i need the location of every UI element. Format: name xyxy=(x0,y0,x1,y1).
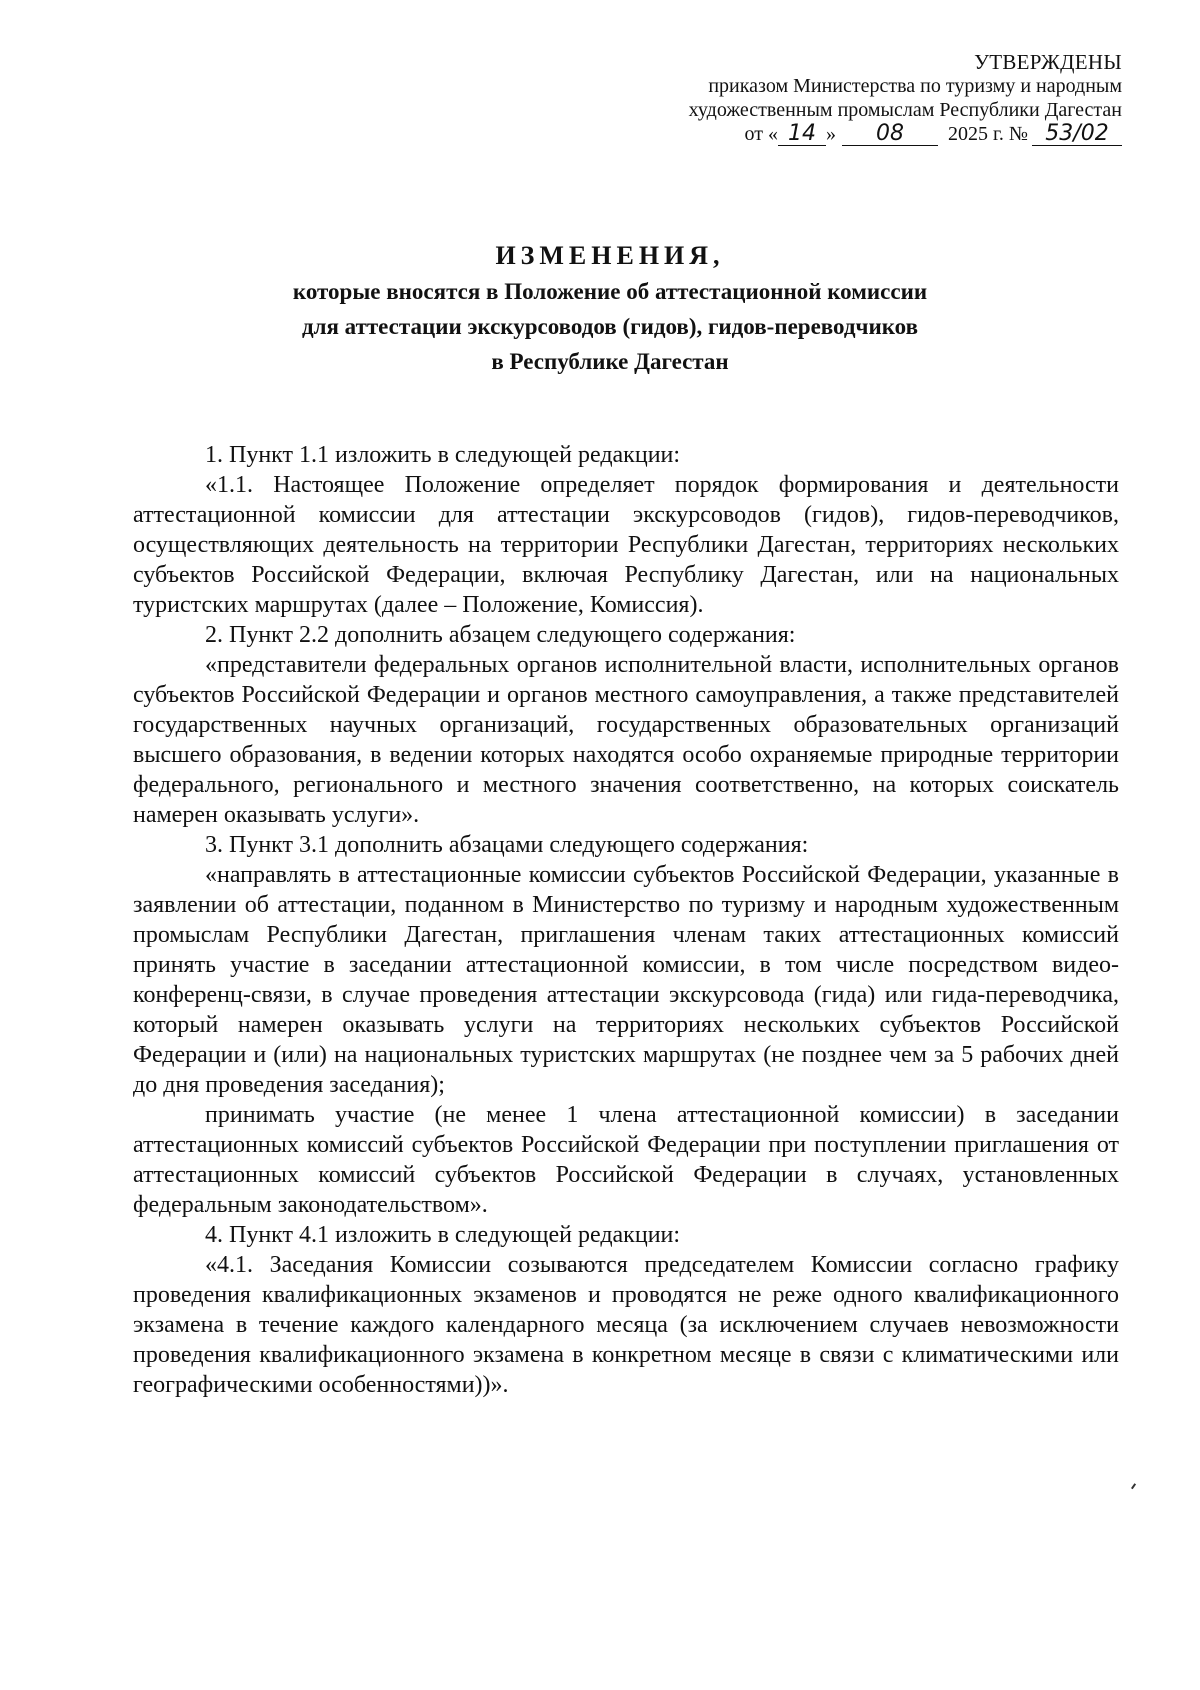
approval-line-2: художественным промыслам Республики Дагестан xyxy=(688,99,1122,121)
paragraph-item-1: 1. Пункт 1.1 изложить в следующей редакции: xyxy=(205,442,681,468)
approval-date-line xyxy=(562,122,1122,146)
approval-from-label: от « xyxy=(744,123,778,145)
approval-year-label: 2025 г. № xyxy=(947,123,1028,145)
paragraph-item-1-text: «1.1. Настоящее Положение определяет порядок формирования и деятельности аттестационной комиссии для аттестации экскурсоводов (гидов), гидов-переводчиков, осуществляющих деятельность на территории Республики Дагестан, территориях нескольких субъектов Российской Федерации, включая Республику Дагестан, или на национальных туристских маршрутах (далее – Положение, Комиссия). xyxy=(133,472,1119,618)
document-title-block xyxy=(120,238,1100,379)
approval-heading: УТВЕРЖДЕНЫ xyxy=(974,50,1122,74)
approval-quote-close: » xyxy=(825,123,836,145)
approval-line-1: приказом Министерства по туризму и народным xyxy=(708,75,1122,97)
scan-mark xyxy=(1131,1483,1141,1493)
paragraph-item-3: 3. Пункт 3.1 дополнить абзацами следующего содержания: xyxy=(205,832,809,858)
paragraph-item-4-text: «4.1. Заседания Комиссии созываются председателем Комиссии согласно графику проведения квалификационных экзаменов и проводятся не реже одного квалификационного экзамена в течение каждого календарного месяца (за исключением случаев невозможности проведения квалификационного экзамена в конкретном месяце в связи с климатическими или географическими особенностями))». xyxy=(133,1252,1119,1398)
approval-block xyxy=(562,50,1122,146)
document-subtitle-line-1: которые вносятся в Положение об аттестационной комиссии xyxy=(292,279,928,304)
document-title: ИЗМЕНЕНИЯ, xyxy=(495,241,725,270)
paragraph-item-2-text: «представители федеральных органов исполнительной власти, исполнительных органов субъектов Российской Федерации и органов местного самоуправления, а также представителей государственных научных организаций, государственных образовательных организаций высшего образования, в ведении которых находятся особо охраняемые природные территории федерального, регионального и местного значения соответственно, на которых соискатель намерен оказывать услуги». xyxy=(133,652,1119,828)
document-body xyxy=(133,440,1119,1400)
paragraph-item-3-text-a: «направлять в аттестационные комиссии субъектов Российской Федерации, указанные в заявлении об аттестации, поданном в Министерство по туризму и народным художественным промыслам Республики Дагестан, приглашения членам таких аттестационных комиссий принять участие в заседании аттестационной комиссии, в том числе посредством видео-конференц-связи, в случае проведения аттестации экскурсовода (гида) или гида-переводчика, который намерен оказывать услуги на территориях нескольких субъектов Российской Федерации и (или) на национальных туристских маршрутах (не позднее чем за 5 рабочих дней до дня проведения заседания); xyxy=(133,862,1119,1098)
document-subtitle-line-3: в Республике Дагестан xyxy=(491,349,729,374)
document-subtitle-line-2: для аттестации экскурсоводов (гидов), гидов-переводчиков xyxy=(301,314,919,339)
handwritten-day: 14 xyxy=(778,123,826,146)
paragraph-item-2: 2. Пункт 2.2 дополнить абзацем следующего содержания: xyxy=(205,622,796,648)
handwritten-order-number: 53/02 xyxy=(1032,123,1122,146)
handwritten-month: 08 xyxy=(842,123,938,146)
paragraph-item-3-text-b: принимать участие (не менее 1 члена аттестационной комиссии) в заседании аттестационных комиссий субъектов Российской Федерации при поступлении приглашения от аттестационных комиссий субъектов Российской Федерации в случаях, установленных федеральным законодательством». xyxy=(133,1102,1119,1218)
paragraph-item-4: 4. Пункт 4.1 изложить в следующей редакции: xyxy=(205,1222,681,1248)
